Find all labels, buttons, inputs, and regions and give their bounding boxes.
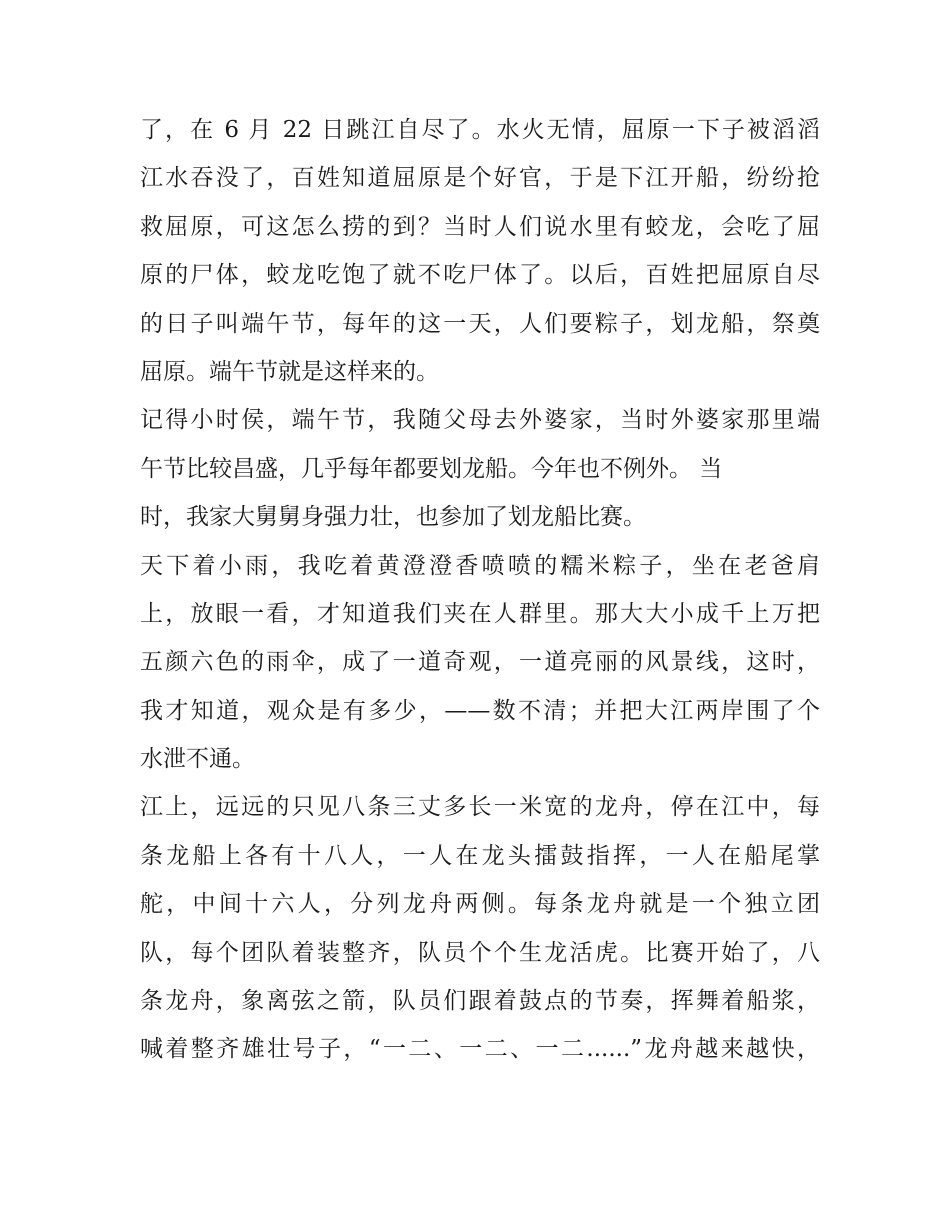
text-line: 救屈原，可这怎么捞的到？当时人们说水里有蛟龙，会吃了屈 [140, 213, 820, 240]
text-line: 条龙船上各有十八人，一人在龙头擂鼓指挥，一人在船尾掌 [140, 842, 820, 869]
text-line: 天下着小雨，我吃着黄澄澄香喷喷的糯米粽子，坐在老爸肩 [140, 552, 820, 579]
text-line: 五颜六色的雨伞，成了一道奇观，一道亮丽的风景线，这时， [140, 649, 820, 676]
text-line: 的日子叫端午节，每年的这一天，人们要粽子，划龙船，祭奠 [140, 310, 820, 337]
text-line: 江水吞没了，百姓知道屈原是个好官，于是下江开船，纷纷抢 [140, 165, 820, 192]
text-line: 时，我家大舅舅身强力壮，也参加了划龙船比赛。 [140, 504, 646, 531]
text-line: 了，在 6 月 22 日跳江自尽了。水火无情，屈原一下子被滔滔 [140, 117, 820, 143]
text-line: 记得小时侯，端午节，我随父母去外婆家，当时外婆家那里端 [140, 407, 820, 434]
text-line: 江上，远远的只见八条三丈多长一米宽的龙舟，停在江中，每 [140, 794, 820, 821]
text-line: 水泄不通。 [140, 746, 255, 773]
text-line: 喊着整齐雄壮号子，“一二、一二、一二......”龙舟越来越快， [140, 1036, 820, 1063]
text-line: 原的尸体，蛟龙吃饱了就不吃尸体了。以后，百姓把屈原自尽 [140, 262, 820, 289]
text-line: 我才知道，观众是有多少，——数不清；并把大江两岸围了个 [140, 697, 820, 724]
text-line: 舵，中间十六人，分列龙舟两侧。每条龙舟就是一个独立团 [140, 891, 820, 918]
text-line: 屈原。端午节就是这样来的。 [140, 358, 439, 385]
text-line: 条龙舟，象离弦之箭，队员们跟着鼓点的节奏，挥舞着船浆， [140, 988, 820, 1015]
text-line: 上，放眼一看，才知道我们夹在人群里。那大大小成千上万把 [140, 600, 820, 627]
document-body [140, 106, 820, 1074]
text-line: 午节比较昌盛，几乎每年都要划龙船。今年也不例外。 当 [140, 455, 723, 482]
text-line: 队，每个团队着装整齐，队员个个生龙活虎。比赛开始了，八 [140, 939, 820, 966]
